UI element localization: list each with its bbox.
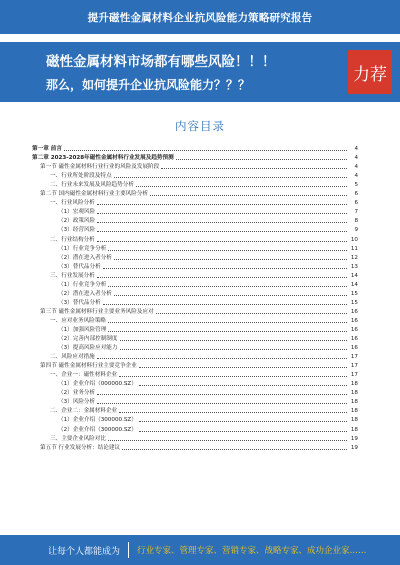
toc-entry[interactable] <box>32 289 358 298</box>
toc-entry[interactable] <box>32 424 358 433</box>
toc-entry[interactable] <box>32 189 358 198</box>
toc-leader-dots <box>139 367 347 368</box>
footer-bar <box>0 535 400 565</box>
footer-divider <box>128 542 129 558</box>
toc-leader-dots <box>97 277 347 278</box>
toc-entry-text: 三、主要企业风险对比 <box>50 435 106 442</box>
toc-entry[interactable] <box>32 406 358 415</box>
toc-entry-page: 12 <box>350 254 358 261</box>
toc-entry-text: （2）完善内部控制制度 <box>58 336 118 343</box>
toc-leader-dots <box>114 295 347 296</box>
toc-leader-dots <box>114 177 347 178</box>
toc-entry[interactable] <box>32 244 358 253</box>
toc-entry-page: 14 <box>350 281 358 288</box>
toc-entry-text: （3）替代品分析 <box>58 263 101 270</box>
toc-leader-dots <box>103 268 347 269</box>
toc-leader-dots <box>150 195 347 196</box>
toc-leader-dots <box>97 241 347 242</box>
toc-entry-text: （1）行业竞争分析 <box>58 281 107 288</box>
toc-leader-dots <box>97 231 347 232</box>
toc-entry-page: 4 <box>354 173 358 180</box>
report-title: 提升磁性金属材料企业抗风险能力策略研究报告 <box>87 11 313 24</box>
toc-leader-dots <box>156 313 347 314</box>
toc-entry[interactable] <box>32 388 358 397</box>
toc-entry-page: 8 <box>354 218 358 225</box>
toc-entry-text: （3）经营风险 <box>58 227 96 234</box>
toc-entry-text: 二、企业二：金属材料企业 <box>50 408 118 415</box>
toc-entry-page: 16 <box>350 317 358 324</box>
toc-entry-page: 18 <box>350 408 358 415</box>
toc-entry-text: （1）宏观风险 <box>58 209 96 216</box>
subheadline: 那么，如何提升企业抗风险能力？？？ <box>46 78 251 92</box>
toc-leader-dots <box>64 150 347 151</box>
toc-entry-page: 4 <box>354 155 358 162</box>
toc-entry-page: 9 <box>354 227 358 234</box>
toc-entry-text: 第二节 国内磁性金属材料行业主要风险分析 <box>40 191 149 198</box>
toc-entry-page: 11 <box>350 245 358 252</box>
toc-entry-text: （2）政策风险 <box>58 218 96 225</box>
toc-entry[interactable] <box>32 343 358 352</box>
toc-entry-page: 5 <box>354 182 358 189</box>
toc-entry-text: 二、风险应对措施 <box>50 354 95 361</box>
toc-entry[interactable] <box>32 234 358 243</box>
toc-entry[interactable] <box>32 262 358 271</box>
toc-entry-page: 16 <box>350 308 358 315</box>
toc-leader-dots <box>120 340 348 341</box>
toc-leader-dots <box>108 286 347 287</box>
toc-leader-dots <box>119 412 347 413</box>
toc-entry[interactable] <box>32 334 358 343</box>
toc-entry-text: （2）业务分析 <box>58 390 96 397</box>
toc-entry-page: 16 <box>350 345 358 352</box>
toc-entry[interactable] <box>32 271 358 280</box>
toc-entry-text: （1）加强风险管理 <box>58 326 107 333</box>
toc-entry-page: 6 <box>354 200 358 207</box>
toc-entry-text: 一、行业风险分析 <box>50 200 95 207</box>
toc-entry[interactable] <box>32 379 358 388</box>
toc-entry-page: 18 <box>350 426 358 433</box>
toc-entry[interactable] <box>32 162 358 171</box>
toc-entry-page: 16 <box>350 336 358 343</box>
toc-leader-dots <box>103 304 347 305</box>
toc-entry-text: （1）企业介绍（300000.SZ） <box>58 417 137 424</box>
toc-entry-page: 18 <box>350 417 358 424</box>
toc-leader-dots <box>108 250 347 251</box>
toc-entry-text: 第三节 磁性金属材料行业主要业务风险及应对 <box>40 308 154 315</box>
toc-leader-dots <box>161 168 347 169</box>
toc-leader-dots <box>97 213 347 214</box>
toc-entry-page: 19 <box>350 444 358 451</box>
toc-entry[interactable] <box>32 144 358 153</box>
toc-entry-page: 15 <box>350 290 358 297</box>
toc-entry-text: 一、行业所处阶段及特点 <box>50 173 112 180</box>
toc-entry-text: （1）企业介绍（000000.SZ） <box>58 381 137 388</box>
toc-entry[interactable] <box>32 316 358 325</box>
toc-entry-text: 三、行业发展分析 <box>50 272 95 279</box>
toc-entry-text: （2）企业介绍（300000.SZ） <box>58 426 137 433</box>
toc-leader-dots <box>119 376 347 377</box>
report-title-bar <box>0 0 400 34</box>
toc-leader-dots <box>97 403 347 404</box>
toc-entry-text: 第二章 2023-2028年磁性金属材料行业发展及趋势预测 <box>32 155 174 162</box>
toc-entry-text: 第四节 磁性金属材料行业主要竞争企业 <box>40 363 137 370</box>
toc-entry-page: 16 <box>350 326 358 333</box>
toc-entry-page: 15 <box>350 299 358 306</box>
toc-entry[interactable] <box>32 307 358 316</box>
toc-leader-dots <box>122 449 347 450</box>
toc-leader-dots <box>97 222 347 223</box>
toc-entry-page: 17 <box>350 372 358 379</box>
toc-leader-dots <box>136 186 347 187</box>
toc-leader-dots <box>114 259 347 260</box>
toc-entry[interactable] <box>32 171 358 180</box>
toc-entry-text: 二、行业未来发展及风险趋势分析 <box>50 182 134 189</box>
toc-entry[interactable] <box>32 225 358 234</box>
toc-leader-dots <box>108 331 347 332</box>
toc-leader-dots <box>108 440 347 441</box>
toc-entry-page: 18 <box>350 381 358 388</box>
toc-entry-text: 第一节 磁性金属材料行业行业的风险及发展阶段 <box>40 164 160 171</box>
toc-entry-text: 一、应对业务风险策略 <box>50 317 106 324</box>
toc-entry[interactable] <box>32 443 358 452</box>
toc-entry[interactable] <box>32 397 358 406</box>
toc-entry[interactable] <box>32 434 358 443</box>
toc-entry-text: 第五节 行业发展分析：结论建议 <box>40 444 121 451</box>
toc-entry[interactable] <box>32 253 358 262</box>
toc-entry[interactable] <box>32 370 358 379</box>
toc-leader-dots <box>139 431 347 432</box>
toc-entry[interactable] <box>32 298 358 307</box>
toc-entry-text: （3）替代品分析 <box>58 299 101 306</box>
toc-entry-page: 4 <box>354 146 358 153</box>
toc-entry-page: 4 <box>354 164 358 171</box>
toc-entry-page: 10 <box>350 236 358 243</box>
toc-entry-page: 17 <box>350 363 358 370</box>
toc-entry[interactable] <box>32 325 358 334</box>
toc-leader-dots <box>120 349 348 350</box>
toc-entry-page: 19 <box>350 435 358 442</box>
toc-leader-dots <box>97 204 347 205</box>
recommend-badge: 力荐 <box>348 50 392 94</box>
toc-entry-text: （3）提高风险应对能力 <box>58 345 118 352</box>
toc-leader-dots <box>139 421 347 422</box>
toc-entry[interactable] <box>32 207 358 216</box>
toc-leader-dots <box>139 385 347 386</box>
toc-entry[interactable] <box>32 216 358 225</box>
headline: 磁性金属材料市场都有哪些风险！！！ <box>46 54 276 70</box>
toc-leader-dots <box>108 322 347 323</box>
toc-title: 内容目录 <box>175 119 225 133</box>
toc-leader-dots <box>97 358 347 359</box>
headline-banner <box>0 42 400 102</box>
toc-entry[interactable] <box>32 352 358 361</box>
toc-entry[interactable] <box>32 361 358 370</box>
toc-entry-text: （1）行业竞争分析 <box>58 245 107 252</box>
toc-entry-page: 17 <box>350 354 358 361</box>
toc-entry-page: 7 <box>354 209 358 216</box>
toc-entry[interactable] <box>32 198 358 207</box>
toc-entry-page: 18 <box>350 399 358 406</box>
toc-entry-text: 一、企业一：磁性材料企业 <box>50 372 118 379</box>
toc-entry-page: 14 <box>350 272 358 279</box>
toc-entry-page: 13 <box>350 263 358 270</box>
toc-entry[interactable] <box>32 153 358 162</box>
toc-leader-dots <box>97 394 347 395</box>
toc-entry-page: 18 <box>350 390 358 397</box>
footer-slogan: 让每个人都能成为 <box>48 546 121 557</box>
toc-leader-dots <box>176 159 347 160</box>
toc-entry-text: 二、行业结构分析 <box>50 236 95 243</box>
toc-entry-text: （3）风险分析 <box>58 399 96 406</box>
toc-entry-text: （2）潜在进入者分析 <box>58 254 112 261</box>
toc-entry-text: 第一章 前言 <box>32 146 62 153</box>
toc-entry[interactable] <box>32 280 358 289</box>
footer-tagline: 行业专家、管理专家、营销专家、战略专家、成功企业家…… <box>137 546 367 556</box>
toc-entry-text: （2）潜在进入者分析 <box>58 290 112 297</box>
toc-entry-page: 6 <box>354 191 358 198</box>
toc-entry[interactable] <box>32 415 358 424</box>
toc-entry[interactable] <box>32 180 358 189</box>
table-of-contents <box>32 144 358 452</box>
